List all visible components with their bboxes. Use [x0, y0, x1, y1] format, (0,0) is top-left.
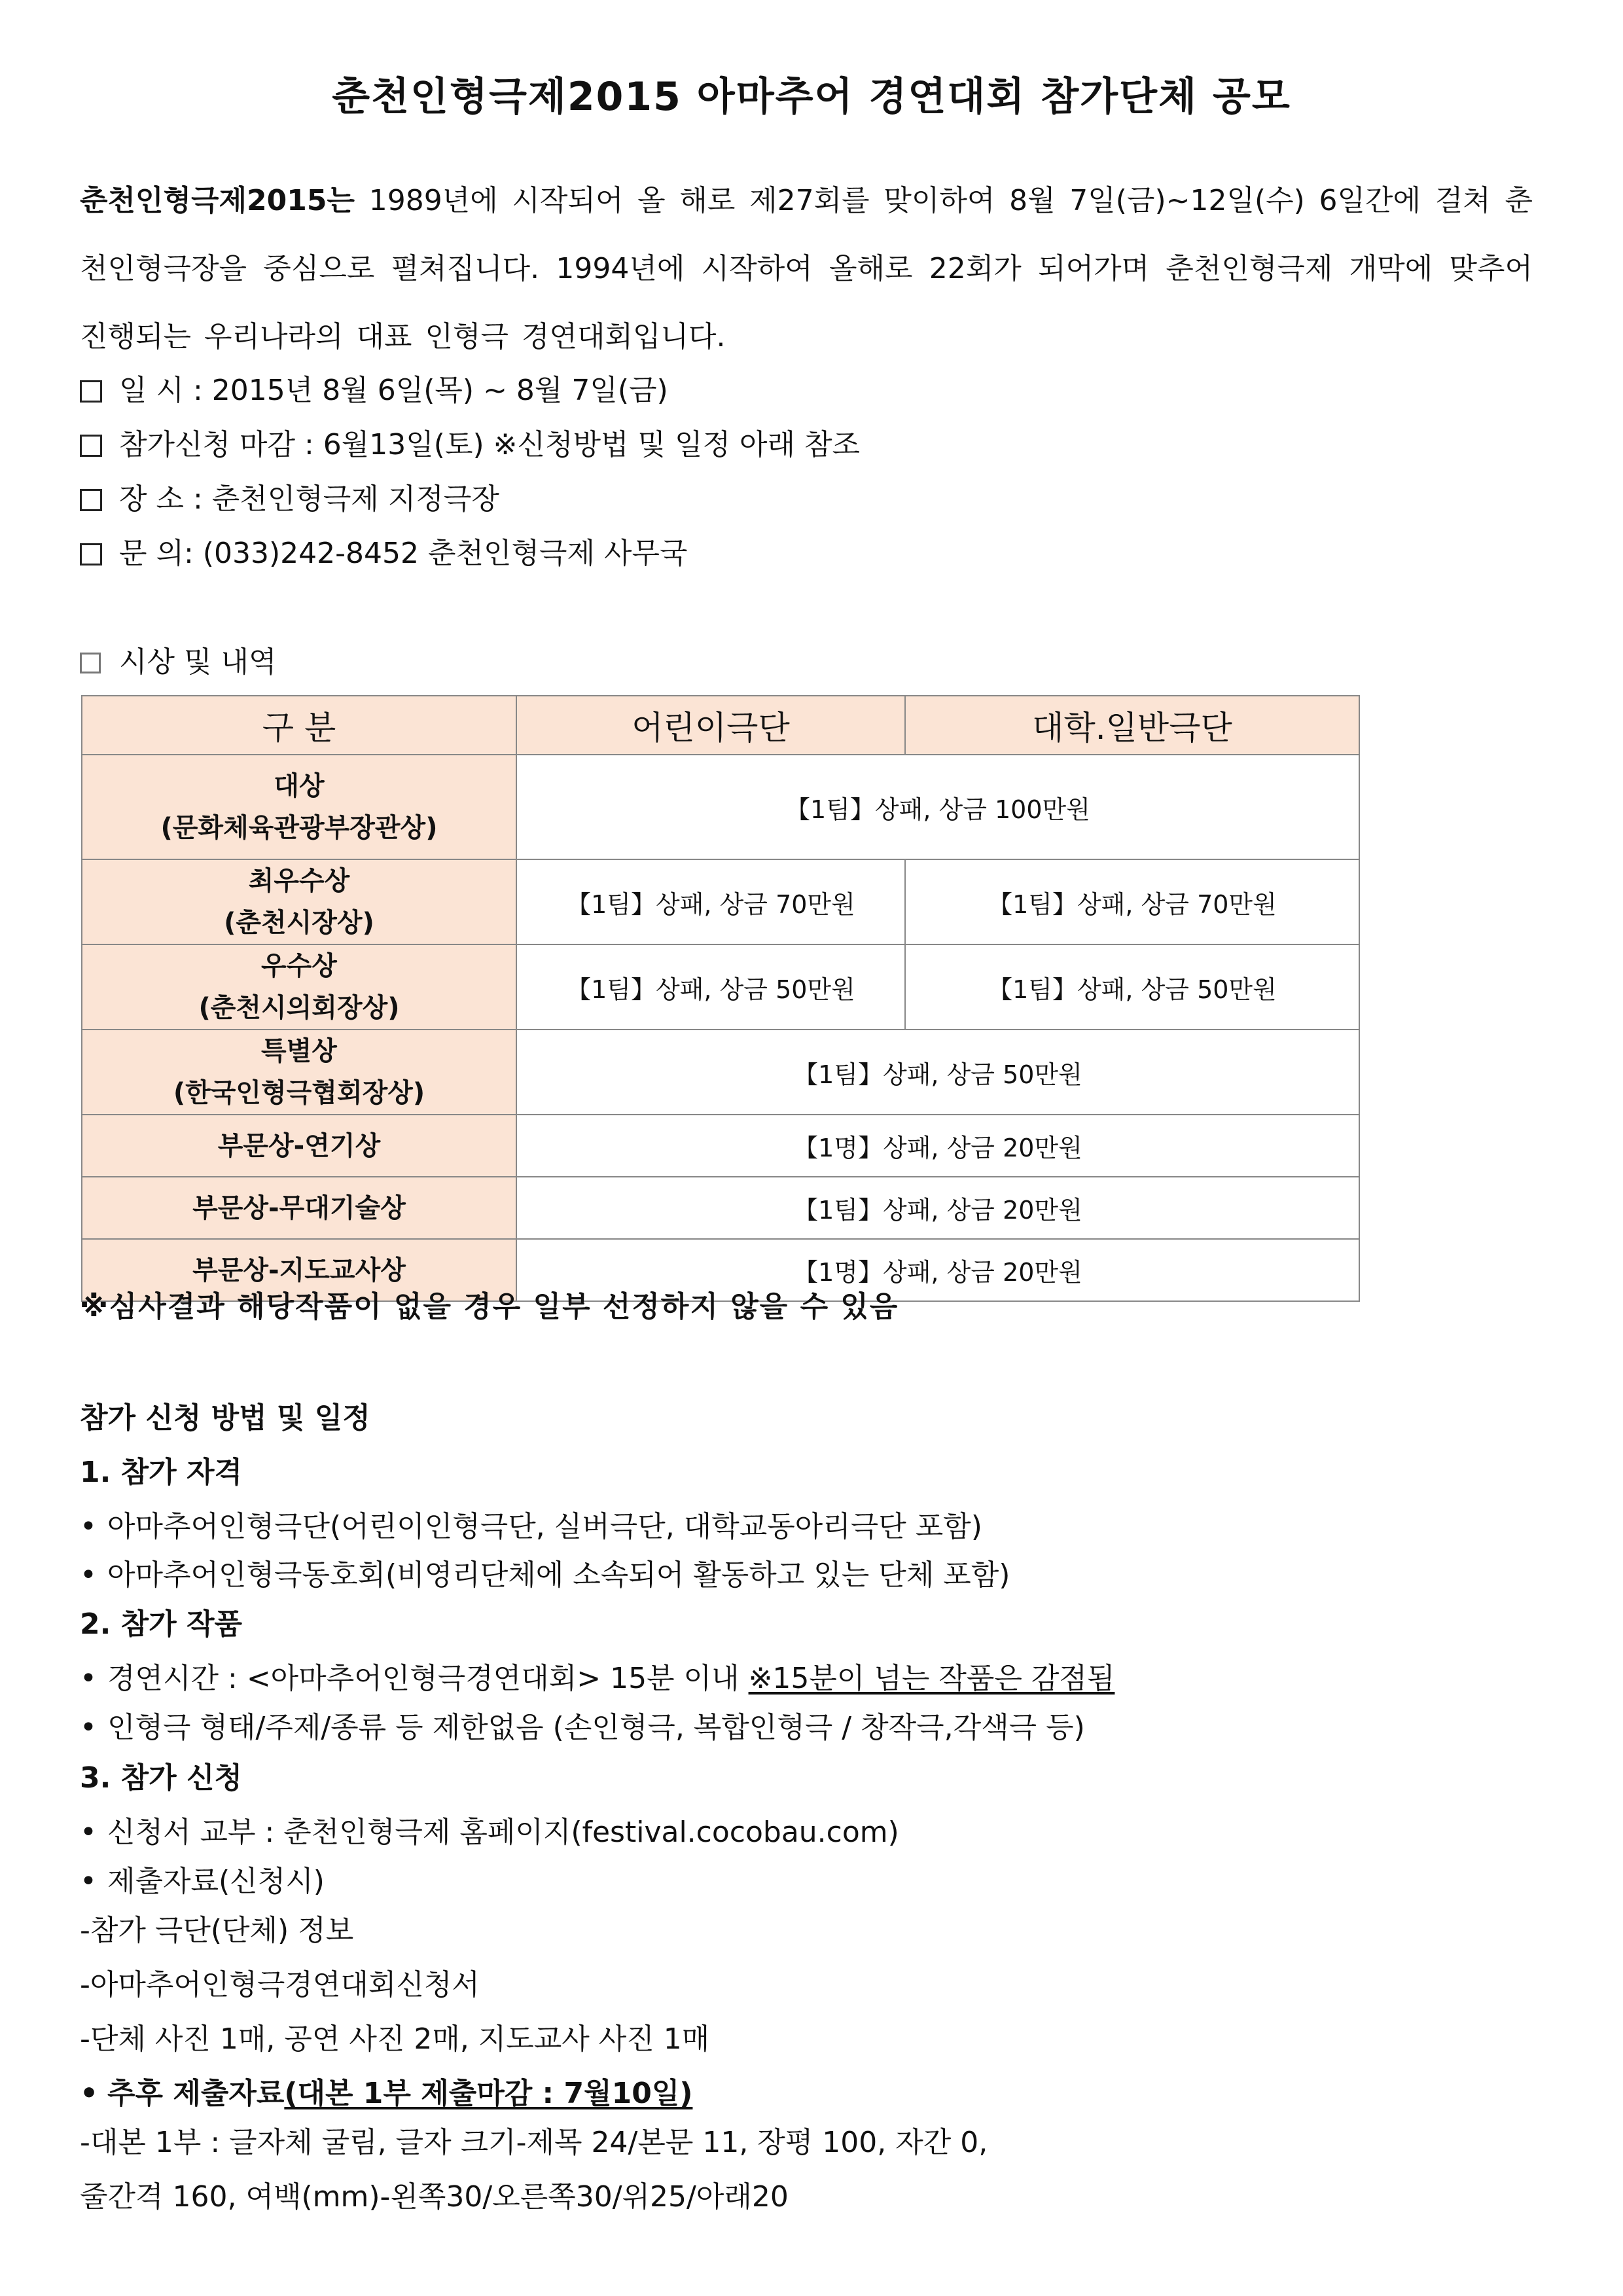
- award-label: 부문상-연기상: [82, 1115, 516, 1177]
- table-row: [82, 1177, 1359, 1239]
- list-item: • 신청서 교부 : 춘천인형극제 홈페이지(festival.cocobau.com): [80, 1808, 899, 1850]
- intro-paragraph: [80, 167, 1533, 371]
- info-deadline: 참가신청 마감 : 6월13일(토) ※신청방법 및 일정 아래 참조: [80, 421, 860, 463]
- awards-table: [81, 695, 1360, 1302]
- award-label: 최우수상 (춘천시장상): [82, 859, 516, 944]
- col-header-children: 어린이극단: [516, 696, 905, 755]
- list-item: • 경연시간 : <아마추어인형극경연대회> 15분 이내 ※15분이 넘는 작품은 감점됨: [80, 1655, 1115, 1696]
- award-value: 【1팀】상패, 상금 50만원: [516, 1030, 1359, 1115]
- page-title: 춘천인형극제2015 아마추어 경연대회 참가단체 공모: [332, 74, 1291, 120]
- application-heading: 참가 신청 방법 및 일정: [80, 1401, 370, 1435]
- checkbox-icon: [80, 435, 102, 457]
- award-label: 부문상-무대기술상: [82, 1177, 516, 1239]
- intro-text: 1989년에 시작되어 올 해로 제27회를 맞이하여 8월 7일(금)~12일(수) 6일간에 걸쳐 춘천인형극장을 중심으로 펼쳐집니다. 1994년에 시작하여 올해로 22회가 되어가며 춘천인형극제 개막에 맞추어 진행되는 우리나라의 대표 인형극 경연대회입니다.: [80, 184, 1533, 353]
- col-header-adult: 대학.일반극단: [905, 696, 1359, 755]
- table-row: [82, 1030, 1359, 1115]
- section-works: 2. 참가 작품: [80, 1607, 242, 1641]
- selection-note: ※심사결과 해당작품이 없을 경우 일부 선정하지 않을 수 있음: [80, 1290, 899, 1323]
- info-date: 일 시 : 2015년 8월 6일(목) ~ 8월 7일(금): [80, 367, 668, 408]
- col-header-category: 구 분: [82, 696, 516, 755]
- table-header-row: [82, 696, 1359, 755]
- table-row: [82, 859, 1359, 944]
- checkbox-icon: [80, 489, 102, 511]
- script-format-line-1: -대본 1부 : 글자체 굴림, 글자 크기-제목 24/본문 11, 장평 100, 자간 0,: [80, 2126, 988, 2159]
- info-venue: 장 소 : 춘천인형극제 지정극장: [80, 475, 499, 517]
- section-apply: 3. 참가 신청: [80, 1761, 242, 1795]
- list-item: • 아마추어인형극단(어린이인형극단, 실버극단, 대학교동아리극단 포함): [80, 1503, 982, 1545]
- award-label: 우수상 (춘천시의회장상): [82, 944, 516, 1030]
- award-value-adult: 【1팀】상패, 상금 70만원: [905, 859, 1359, 944]
- award-label: 특별상 (한국인형극협회장상): [82, 1030, 516, 1115]
- script-format-line-2: 줄간격 160, 여백(mm)-왼쪽30/오른쪽30/위25/아래20: [80, 2180, 789, 2214]
- award-value: 【1팀】상패, 상금 20만원: [516, 1177, 1359, 1239]
- award-value-children: 【1팀】상패, 상금 50만원: [516, 944, 905, 1030]
- award-label: 대상 (문화체육관광부장관상): [82, 755, 516, 859]
- list-item: • 아마추어인형극동호회(비영리단체에 소속되어 활동하고 있는 단체 포함): [80, 1551, 1010, 1593]
- section-eligibility: 1. 참가 자격: [80, 1456, 242, 1489]
- list-item: • 인형극 형태/주제/종류 등 제한없음 (손인형극, 복합인형극 / 창작극,각색극 등): [80, 1704, 1085, 1746]
- checkbox-icon: [80, 380, 102, 403]
- table-row: [82, 944, 1359, 1030]
- checkbox-icon: [80, 653, 101, 673]
- script-deadline: (대본 1부 제출마감 : 7월10일): [284, 2077, 693, 2110]
- awards-heading: 시상 및 내역: [80, 638, 277, 680]
- list-item: • 제출자료(신청시): [80, 1857, 325, 1899]
- award-value-children: 【1팀】상패, 상금 70만원: [516, 859, 905, 944]
- award-value: 【1명】상패, 상금 20만원: [516, 1239, 1359, 1301]
- award-value-adult: 【1팀】상패, 상금 50만원: [905, 944, 1359, 1030]
- award-value: 【1명】상패, 상금 20만원: [516, 1115, 1359, 1177]
- table-row: [82, 755, 1359, 859]
- award-label: 부문상-지도교사상: [82, 1239, 516, 1301]
- later-submission: • 추후 제출자료(대본 1부 제출마감 : 7월10일): [80, 2070, 692, 2111]
- intro-lead: 춘천인형극제2015는: [80, 184, 355, 217]
- table-row: [82, 1115, 1359, 1177]
- dash-item: -참가 극단(단체) 정보: [80, 1914, 354, 1947]
- info-contact: 문 의: (033)242-8452 춘천인형극제 사무국: [80, 529, 687, 571]
- penalty-note: ※15분이 넘는 작품은 감점됨: [748, 1662, 1115, 1695]
- award-value: 【1팀】상패, 상금 100만원: [516, 755, 1359, 859]
- checkbox-icon: [80, 543, 102, 565]
- dash-item: -단체 사진 1매, 공연 사진 2매, 지도교사 사진 1매: [80, 2022, 710, 2056]
- dash-item: -아마추어인형극경연대회신청서: [80, 1968, 480, 2001]
